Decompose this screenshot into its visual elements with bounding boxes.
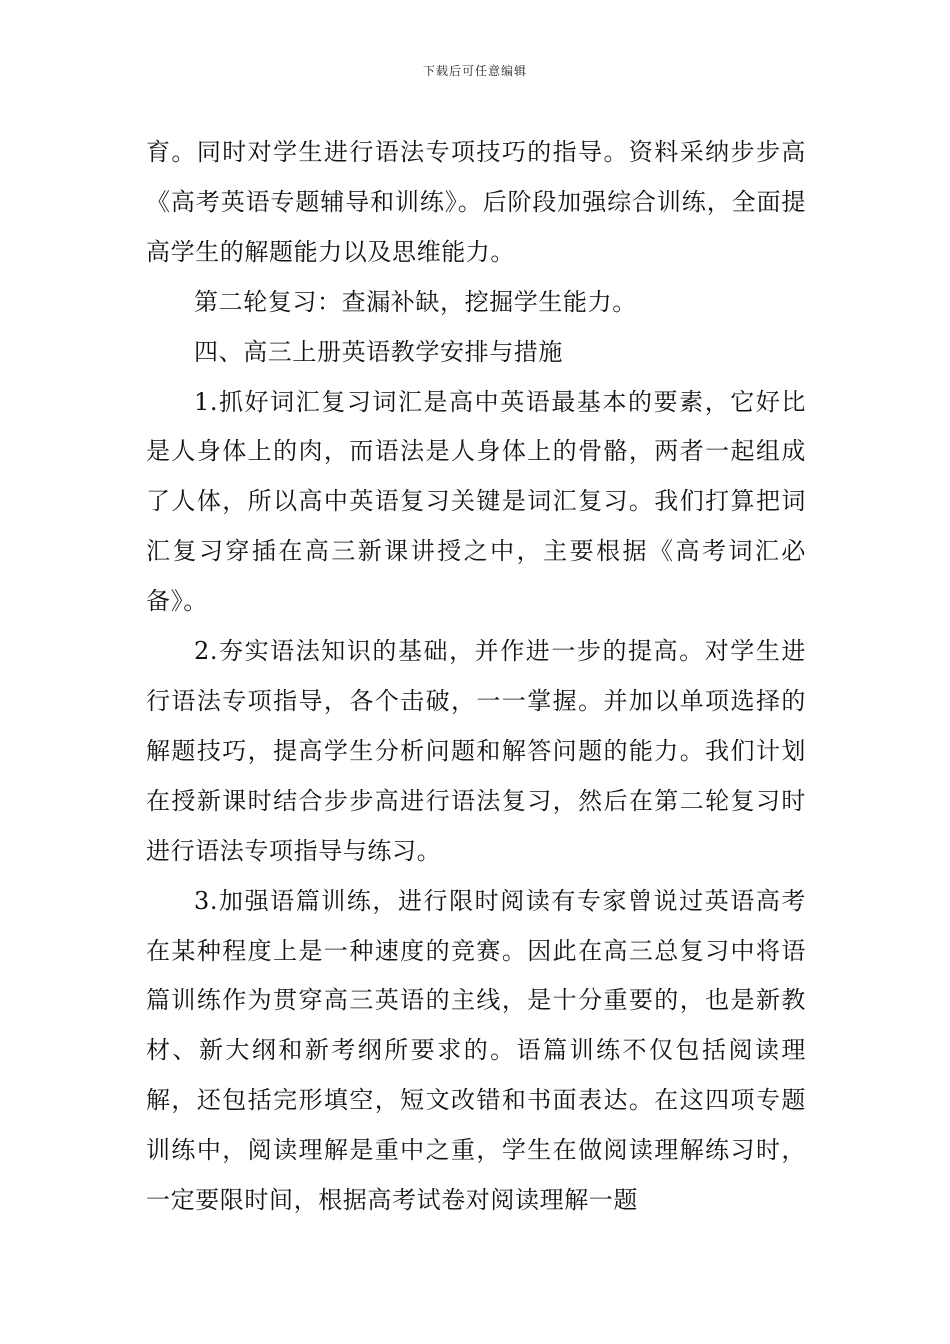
page-header: 下载后可任意编辑 [422,64,527,78]
section-heading-arrangements: 四、高三上册英语教学安排与措施 [194,337,563,366]
paragraph-grammar-foundation: 2.夯实语法知识的基础，并作进一步的提高。对学生进行语法专项指导，各个击破，一一掌握。并加以单项选择的解题技巧，提高学生分析问题和解答问题的能力。我们计划在授新课时结合步步高进行语法复习，然后在第二轮复习时进行语法专项指导与练习。 [146,637,806,865]
paragraph-continued-review: 育。同时对学生进行语法专项技巧的指导。资料采纳步步高《高考英语专题辅导和训练》。后阶段加强综合训练，全面提高学生的解题能力以及思维能力。 [146,138,806,266]
paragraph-second-round-review: 第二轮复习：查漏补缺，挖掘学生能力。 [194,287,637,316]
paragraph-discourse-training: 3.加强语篇训练，进行限时阅读有专家曾说过英语高考在某种程度上是一种速度的竞赛。因此在高三总复习中将语篇训练作为贯穿高三英语的主线，是十分重要的，也是新教材、新大纲和新考纲所要求的。语篇训练不仅包括阅读理解，还包括完形填空，短文改错和书面表达。在这四项专题训练中，阅读理解是重中之重，学生在做阅读理解练习时，一定要限时间，根据高考试卷对阅读理解一题 [146,886,806,1215]
document-body [146,128,806,1226]
paragraph-vocabulary-review: 1.抓好词汇复习词汇是高中英语最基本的要素，它好比是人身体上的肉，而语法是人身体上的骨骼，两者一起组成了人体，所以高中英语复习关键是词汇复习。我们打算把词汇复习穿插在高三新课讲授之中，主要根据《高考词汇必备》。 [146,387,806,616]
